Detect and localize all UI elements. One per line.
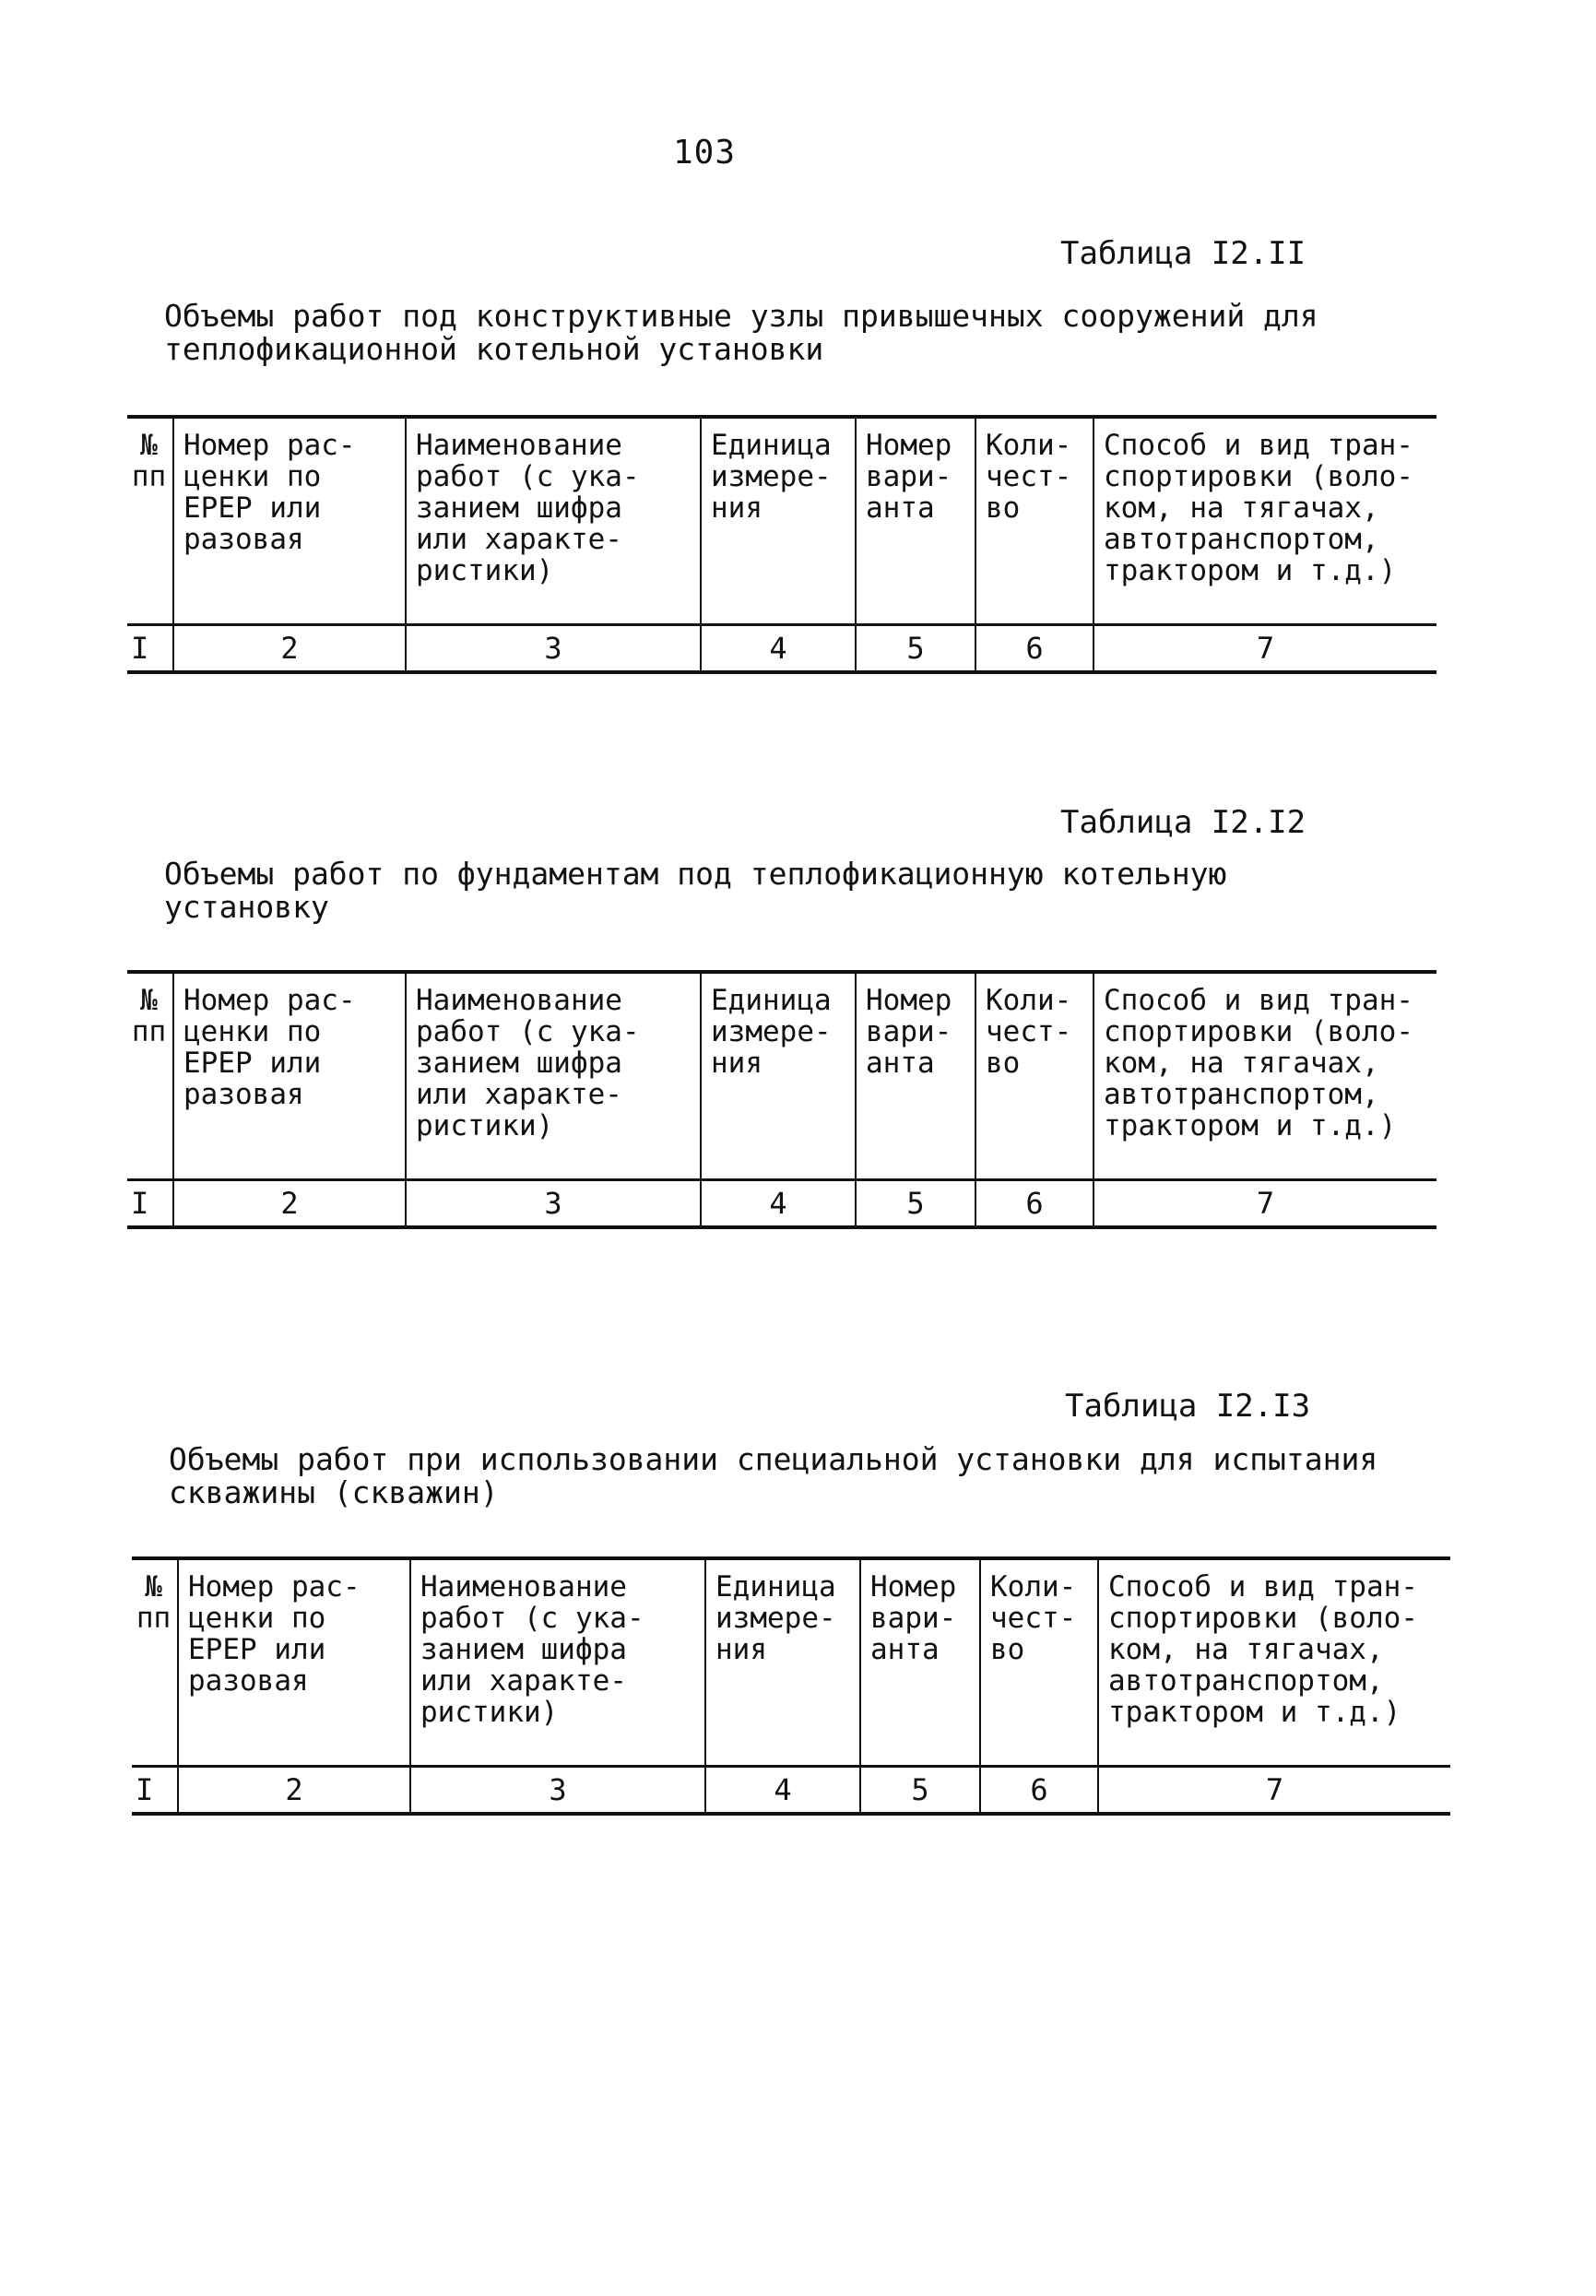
table-header-row	[132, 1558, 1450, 1767]
column-number: 7	[1098, 1767, 1450, 1815]
column-number: I	[127, 1180, 173, 1228]
header-quantity: Коли- чест- во	[980, 1558, 1098, 1767]
header-variant: Номер вари- анта	[856, 972, 975, 1180]
column-number: 5	[860, 1767, 980, 1815]
column-number: 6	[975, 1180, 1094, 1228]
column-number-row	[132, 1767, 1450, 1815]
header-quantity: Коли- чест- во	[975, 972, 1094, 1180]
header-no: № пп	[127, 417, 173, 625]
header-variant: Номер вари- анта	[856, 417, 975, 625]
column-number: 4	[705, 1767, 860, 1815]
header-price-number: Номер рас- ценки по ЕРЕР или разовая	[173, 417, 406, 625]
header-unit: Единица измере- ния	[705, 1558, 860, 1767]
header-transport: Способ и вид тран- спортировки (воло- ком, на тягачах, автотранспортом, трактором и т.д.)	[1094, 417, 1436, 625]
column-number: 2	[173, 1180, 406, 1228]
column-number: 5	[856, 1180, 975, 1228]
column-number: 2	[178, 1767, 410, 1815]
header-transport: Способ и вид тран- спортировки (воло- ком, на тягачах, автотранспортом, трактором и т.д.)	[1094, 972, 1436, 1180]
column-number: 2	[173, 625, 406, 673]
column-number: 7	[1094, 1180, 1436, 1228]
table-label-12-11: Таблица I2.II	[1060, 235, 1306, 272]
column-number: 6	[975, 625, 1094, 673]
column-number: 3	[410, 1767, 705, 1815]
table-12-13	[132, 1556, 1450, 1816]
table-12-12	[127, 970, 1436, 1229]
table-label-12-12: Таблица I2.I2	[1060, 804, 1306, 841]
column-number: 3	[406, 625, 701, 673]
table-caption-12-12: Объемы работ по фундаментам под теплофикационную котельную установку	[164, 856, 1227, 925]
column-number: 5	[856, 625, 975, 673]
header-work-name: Наименование работ (с ука- занием шифра или характе- ристики)	[410, 1558, 705, 1767]
column-number: 7	[1094, 625, 1436, 673]
table-12-11	[127, 415, 1436, 674]
header-unit: Единица измере- ния	[701, 417, 856, 625]
header-no: № пп	[132, 1558, 178, 1767]
header-no: № пп	[127, 972, 173, 1180]
column-number-row	[127, 625, 1436, 673]
header-price-number: Номер рас- ценки по ЕРЕР или разовая	[173, 972, 406, 1180]
column-number: 4	[701, 1180, 856, 1228]
table-caption-12-11: Объемы работ под конструктивные узлы привышечных сооружений для теплофикационной котельной установки	[164, 298, 1318, 367]
column-number: 6	[980, 1767, 1098, 1815]
column-number-row	[127, 1180, 1436, 1228]
header-price-number: Номер рас- ценки по ЕРЕР или разовая	[178, 1558, 410, 1767]
column-number: I	[127, 625, 173, 673]
table-header-row	[127, 972, 1436, 1180]
table-label-12-13: Таблица I2.I3	[1065, 1388, 1311, 1425]
header-quantity: Коли- чест- во	[975, 417, 1094, 625]
column-number: I	[132, 1767, 178, 1815]
table-caption-12-13: Объемы работ при использовании специальной установки для испытания скважины (скважин)	[169, 1441, 1378, 1510]
page-number: 103	[673, 134, 737, 172]
header-work-name: Наименование работ (с ука- занием шифра или характе- ристики)	[406, 972, 701, 1180]
header-unit: Единица измере- ния	[701, 972, 856, 1180]
header-variant: Номер вари- анта	[860, 1558, 980, 1767]
column-number: 3	[406, 1180, 701, 1228]
column-number: 4	[701, 625, 856, 673]
header-transport: Способ и вид тран- спортировки (воло- ком, на тягачах, автотранспортом, трактором и т.д.)	[1098, 1558, 1450, 1767]
header-work-name: Наименование работ (с ука- занием шифра или характе- ристики)	[406, 417, 701, 625]
table-header-row	[127, 417, 1436, 625]
